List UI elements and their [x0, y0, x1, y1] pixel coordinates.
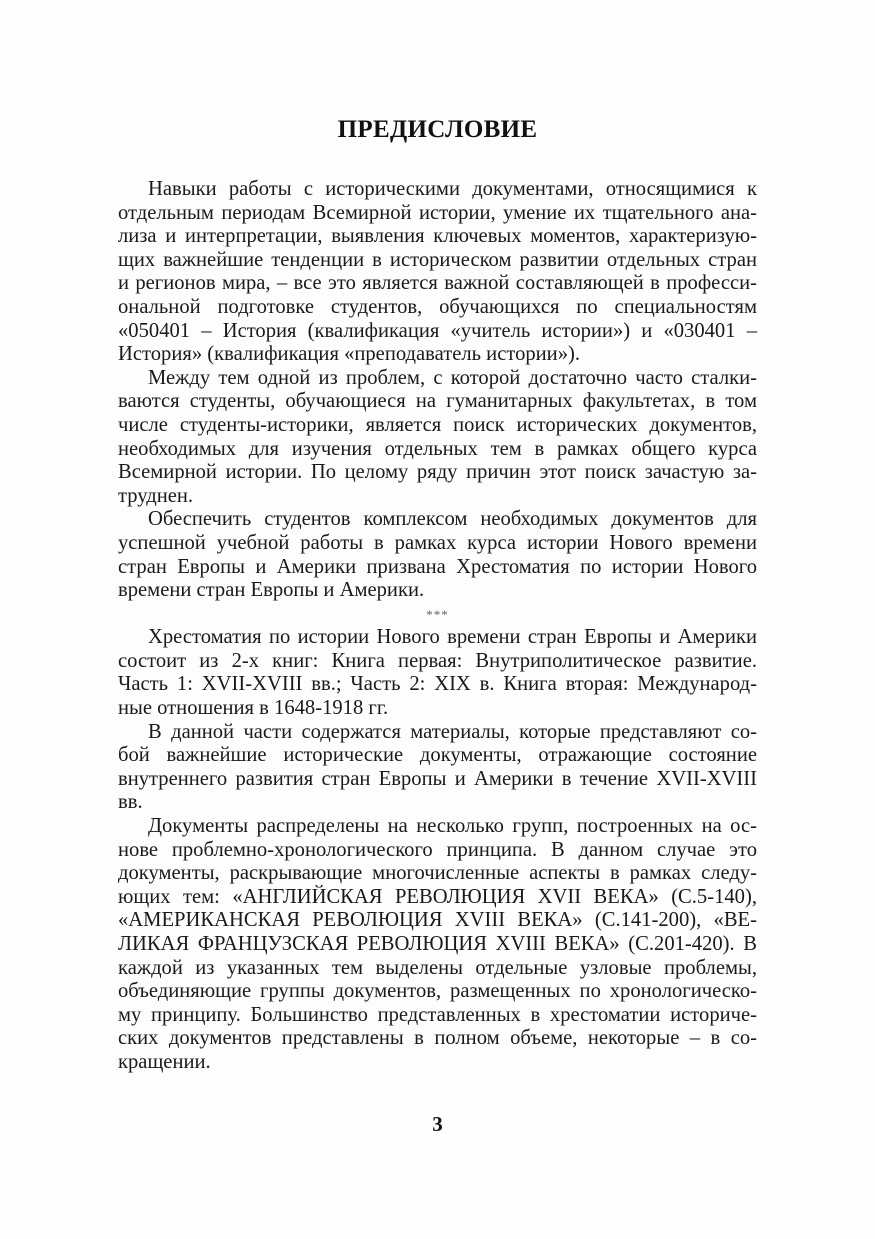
text-line: Хрестоматия по истории Нового времени стран Европы и Америки [148, 626, 757, 649]
text-line: «050401 – История (квалификация «учитель истории») и «030401 – [118, 319, 757, 342]
text-line: состоит из 2-х книг: Книга первая: Внутриполитическое развитие. [118, 649, 757, 672]
text-line: вв. [118, 791, 143, 814]
text-line: необходимых для изучения отдельных тем в рамках общего курса [118, 437, 757, 460]
paragraph-3 [118, 508, 757, 602]
text-line: отдельным периодам Всемирной истории, умение их тщательного ана- [118, 201, 757, 224]
text-line: внутреннего развития стран Европы и Америки в течение XVII-XVIII [118, 767, 757, 790]
text-line: ющих тем: «АНГЛИЙСКАЯ РЕВОЛЮЦИЯ XVII ВЕКА» (С.5-140), [118, 885, 757, 908]
text-line: Часть 1: XVII-XVIII вв.; Часть 2: XIX в. Книга вторая: Международ- [118, 673, 757, 696]
text-line: труднен. [118, 484, 194, 507]
text-line: успешной учебной работы в рамках курса истории Нового времени [118, 531, 757, 554]
text-line: щих важнейшие тенденции в историческом развитии отдельных стран [118, 248, 757, 271]
text-line: ные отношения в 1648-1918 гг. [118, 697, 389, 720]
text-line: стран Европы и Америки призвана Хрестоматия по истории Нового [118, 555, 757, 578]
text-line: объединяющие группы документов, размещенных по хронологическо- [118, 980, 757, 1003]
paragraph-6 [118, 815, 757, 1075]
text-line: нове проблемно-хронологического принципа. В данном случае это [118, 838, 757, 861]
paragraph-2 [118, 367, 757, 509]
text-line: бой важнейшие исторические документы, отражающие состояние [118, 744, 757, 767]
text-line: и регионов мира, – все это является важной составляющей в професси- [118, 272, 757, 295]
text-line: документы, раскрывающие многочисленные аспекты в рамках следу- [118, 862, 757, 885]
page-number: 3 [432, 1112, 443, 1136]
text-line: В данной части содержатся материалы, которые представляют со- [148, 720, 757, 743]
text-line: ональной подготовке студентов, обучающихся по специальностям [118, 295, 757, 318]
text-line: кращении. [118, 1050, 211, 1073]
body-text [118, 178, 757, 1075]
paragraph-5 [118, 721, 757, 815]
page-title: ПРЕДИСЛОВИЕ [337, 116, 538, 143]
text-line: каждой из указанных тем выделены отдельные узловые проблемы, [118, 956, 757, 979]
text-line: Документы распределены на несколько групп, построенных на ос- [148, 815, 757, 838]
text-line: му принципу. Большинство представленных в хрестоматии историче- [118, 1003, 757, 1026]
text-line: «АМЕРИКАНСКАЯ РЕВОЛЮЦИЯ XVIII ВЕКА» (С.141-200), «ВЕ- [118, 909, 757, 932]
text-line: ских документов представлены в полном объеме, некоторые – в со- [118, 1027, 757, 1050]
text-line: времени стран Европы и Америки. [118, 579, 425, 602]
text-line: Между тем одной из проблем, с которой достаточно часто сталки- [148, 366, 757, 389]
text-line: ЛИКАЯ ФРАНЦУЗСКАЯ РЕВОЛЮЦИЯ XVIII ВЕКА» (С.201-420). В [118, 933, 757, 955]
text-line: Всемирной истории. По целому ряду причин этот поиск зачастую за- [118, 461, 757, 484]
text-line: числе студенты-историки, является поиск исторических документов, [118, 413, 757, 436]
text-line: лиза и интерпретации, выявления ключевых моментов, характеризую- [118, 225, 757, 248]
paragraph-1 [118, 178, 757, 367]
text-line: ваются студенты, обучающиеся на гуманитарных факультетах, в том [118, 390, 757, 413]
text-line: Навыки работы с историческими документами, относящимися к [148, 178, 757, 200]
text-line: Обеспечить студентов комплексом необходимых документов для [148, 508, 757, 531]
text-line: История» (квалификация «преподаватель истории»). [118, 343, 581, 366]
section-separator: *** [426, 606, 449, 622]
paragraph-4 [118, 626, 757, 720]
